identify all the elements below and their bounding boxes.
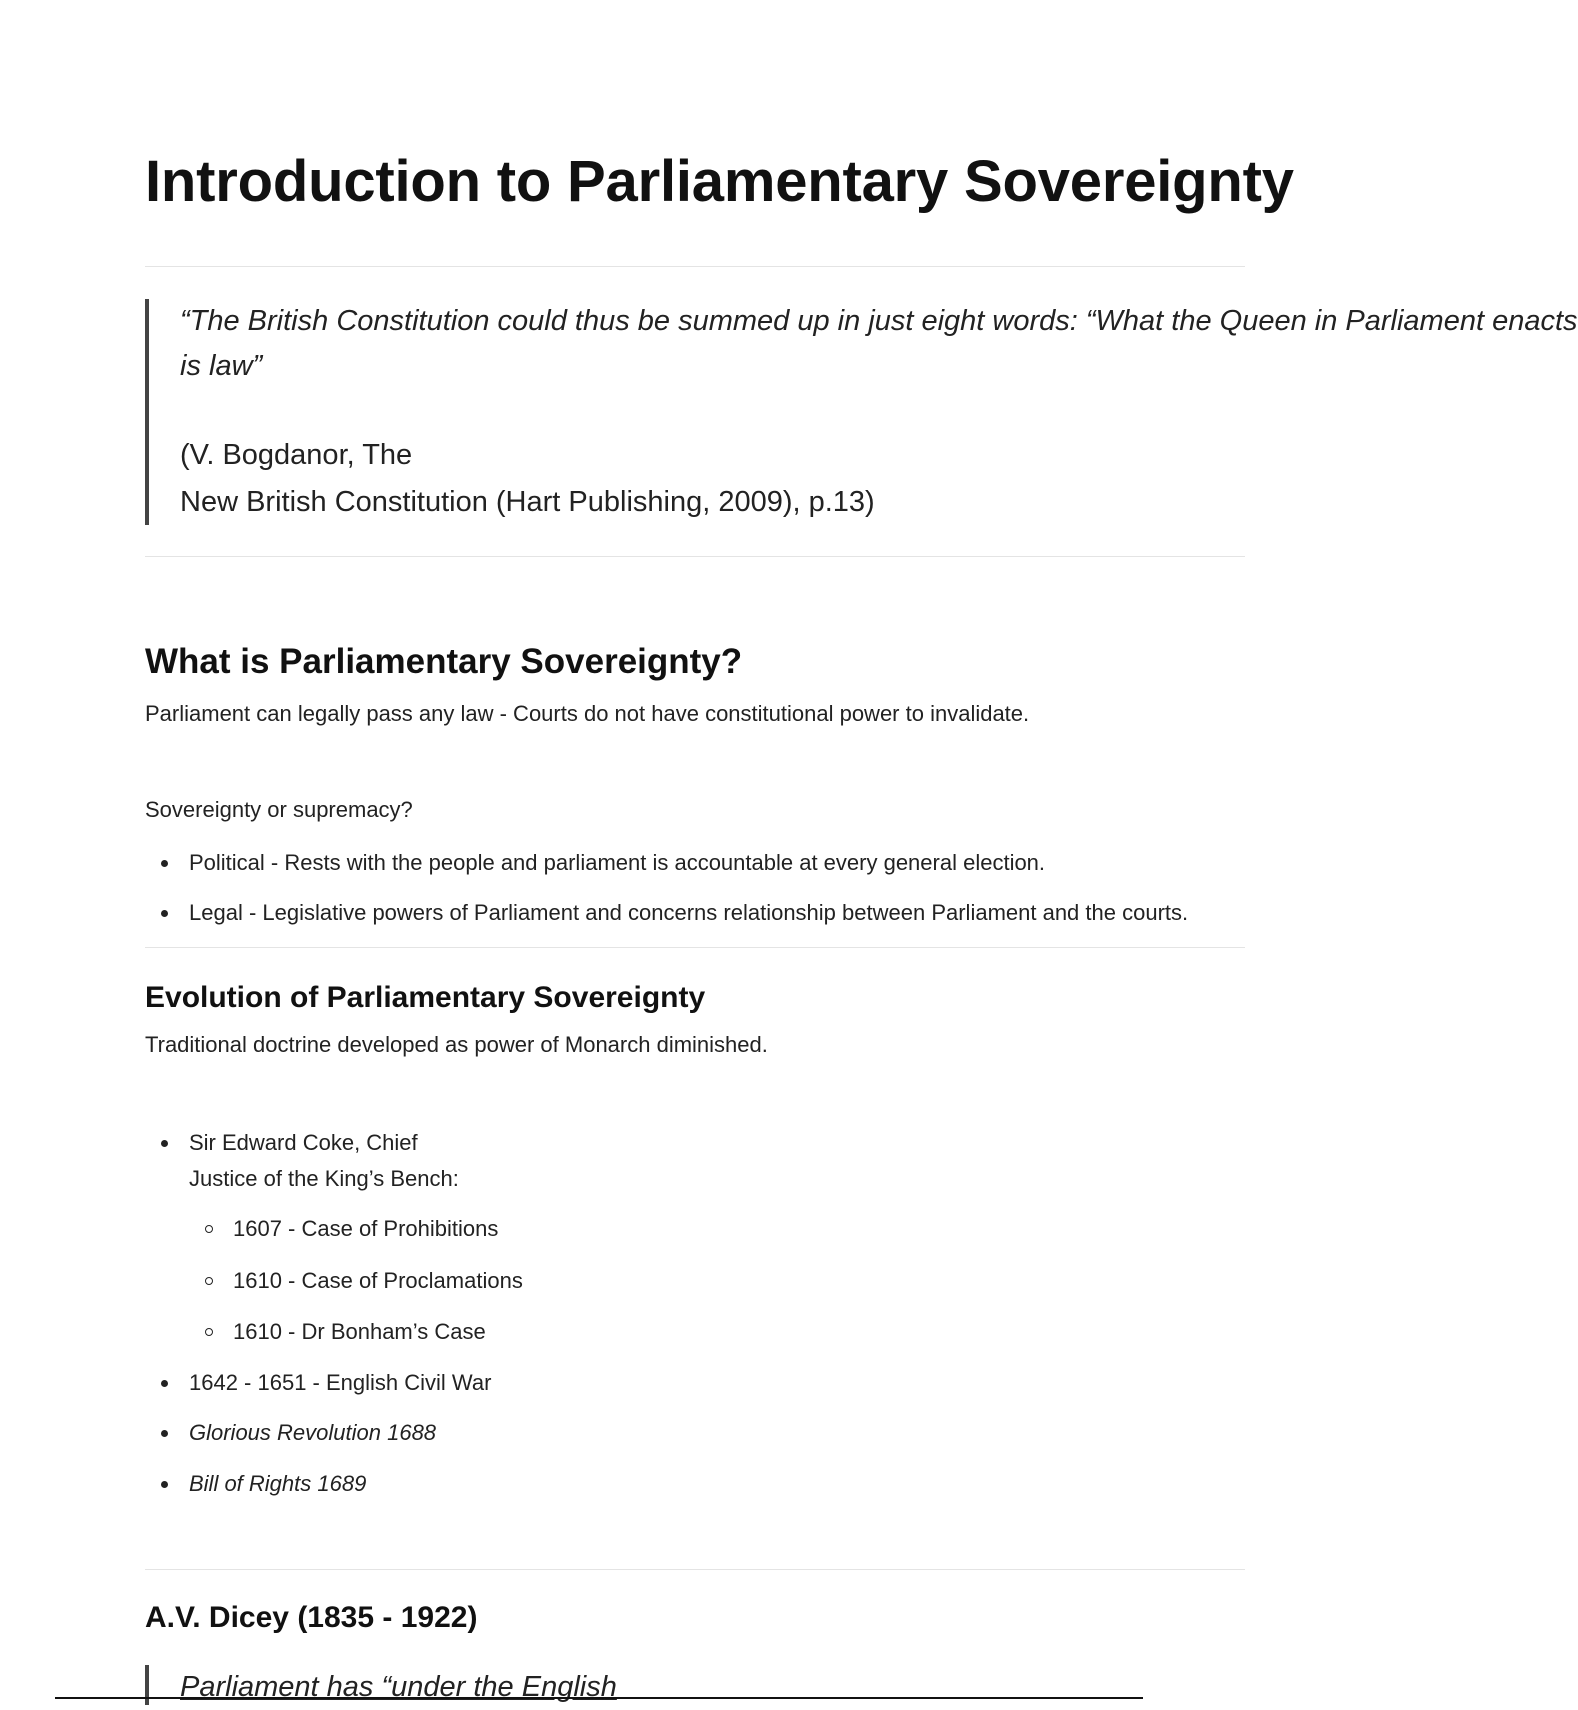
epigraph-citation-line: (V. Bogdanor, The xyxy=(180,439,413,471)
section-intro: Traditional doctrine developed as power of Monarch diminished. xyxy=(145,1032,768,1057)
epigraph-blockquote xyxy=(145,299,1578,525)
section-intro: Parliament can legally pass any law - Courts do not have constitutional power to invalidate. xyxy=(145,701,1030,726)
section-heading-evolution: Evolution of Parliamentary Sovereignty xyxy=(145,981,706,1014)
bullet-icon xyxy=(161,1430,168,1437)
dicey-quote-line: Parliament has “under the English xyxy=(180,1671,617,1703)
bullet-icon xyxy=(161,1140,168,1147)
dicey-blockquote xyxy=(145,1665,1245,1705)
page-bottom-border xyxy=(55,1697,1143,1699)
bullet-icon xyxy=(161,1481,168,1488)
divider xyxy=(145,1569,1245,1570)
section-heading-what-is: What is Parliamentary Sovereignty? xyxy=(145,642,743,681)
section-heading-dicey: A.V. Dicey (1835 - 1922) xyxy=(145,1601,478,1634)
epigraph-citation-line: New British Constitution (Hart Publishing, 2009), p.13) xyxy=(180,486,875,518)
bullet-icon xyxy=(161,1380,168,1387)
epigraph-quote-line: is law” xyxy=(180,350,263,382)
divider xyxy=(145,947,1245,948)
document-page: Introduction to Parliamentary Sovereignty “The British Constitution could thus be summed up in just eight words: “What the Queen in Parliament enacts is law” (V. Bogdanor, The New British Constitution (Hart Publishing, 2009), p.13) What is Parliamentary Sovereignty? Parliament can legally pass any law - Courts do not have constitutional power to invalidate. Sovereignty or supremacy? Political - Rests with the people and parliament is accountable at every general election. Legal - Legislative powers of Parliament and concerns relationship between Parliament and the courts. Evolution of Parliamentary Sovereignty Traditional doctrine developed as power of Monarch diminished. Sir Edward Coke, Chief Justice of the King’s Bench: 1607 - Case of Prohibitions 1610 - Case of Proclamations 1610 - Dr Bonham’s Case 1642 - 1651 - English Civil War Glorious Revolution 1688 Bill of Rights 1689 A.V. Dicey (1835 - 1922) Parliament has “under the English xyxy=(145,0,1200,1700)
bullet-icon xyxy=(161,860,168,867)
circle-bullet-icon xyxy=(205,1328,213,1336)
bullet-icon xyxy=(161,910,168,917)
circle-bullet-icon xyxy=(205,1225,213,1233)
circle-bullet-icon xyxy=(205,1277,213,1285)
sovereignty-question: Sovereignty or supremacy? xyxy=(145,797,413,822)
divider xyxy=(145,556,1245,557)
page-title: Introduction to Parliamentary Sovereignty xyxy=(145,149,1294,214)
divider xyxy=(145,266,1245,267)
epigraph-quote-line: “The British Constitution could thus be summed up in just eight words: “What the Queen in Parliament enacts xyxy=(180,305,1578,337)
